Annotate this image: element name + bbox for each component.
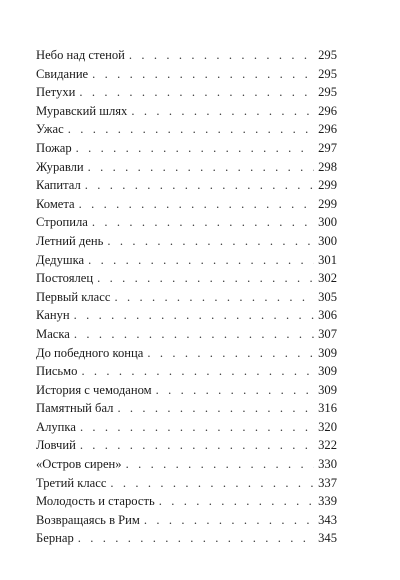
toc-entry: [36, 529, 337, 548]
toc-entry-page: 320: [318, 419, 337, 434]
toc-entry-page: 302: [318, 271, 337, 286]
toc-entry-title: Петухи: [36, 85, 76, 100]
toc-entry-title: Муравский шлях: [36, 103, 128, 118]
dot-leader: [144, 511, 314, 530]
toc-entry-title: Молодость и старость: [36, 494, 155, 509]
dot-leader: [126, 455, 315, 474]
toc-entry-page: 299: [318, 178, 337, 193]
toc-entry-page: 343: [318, 512, 337, 527]
dot-leader: [114, 288, 314, 307]
toc-entry: [36, 213, 337, 232]
toc-entry: [36, 306, 337, 325]
toc-entry-page: 330: [318, 457, 337, 472]
dot-leader: [156, 381, 314, 400]
toc-entry-page: 295: [318, 85, 337, 100]
dot-leader: [129, 46, 314, 65]
dot-leader: [79, 83, 314, 102]
toc-entry: [36, 418, 337, 437]
toc-entry-title: Капитал: [36, 178, 81, 193]
toc-entry-title: Первый класс: [36, 289, 111, 304]
dot-leader: [92, 213, 314, 232]
dot-leader: [107, 232, 314, 251]
toc-entry: [36, 511, 337, 530]
toc-entry-page: 299: [318, 196, 337, 211]
dot-leader: [88, 251, 314, 270]
dot-leader: [117, 399, 314, 418]
dot-leader: [74, 325, 314, 344]
toc-entry-page: 300: [318, 233, 337, 248]
toc-entry-page: 316: [318, 401, 337, 416]
toc-entry-page: 309: [318, 382, 337, 397]
toc-entry-title: Комета: [36, 196, 75, 211]
toc-entry-title: Маска: [36, 326, 70, 341]
toc-entry: [36, 120, 337, 139]
toc-entry-title: Небо над стеной: [36, 48, 125, 62]
toc-entry-title: Бернар: [36, 531, 74, 546]
toc-entry: [36, 362, 337, 381]
toc-entry-title: До победного конца: [36, 345, 144, 360]
toc-entry: [36, 455, 337, 474]
toc-entry: [36, 288, 337, 307]
dot-leader: [110, 474, 314, 493]
toc-entry-title: История с чемоданом: [36, 382, 152, 397]
toc-entry: [36, 139, 337, 158]
toc-entry: [36, 325, 337, 344]
dot-leader: [68, 120, 314, 139]
toc-entry-page: 295: [318, 66, 337, 81]
toc-entry-page: 305: [318, 289, 337, 304]
toc-entry-page: 296: [318, 122, 337, 137]
toc-entry: [36, 269, 337, 288]
toc-entry-title: Свидание: [36, 66, 89, 81]
toc-entry-title: Возвращаясь в Рим: [36, 512, 140, 527]
toc-entry-title: Алупка: [36, 419, 76, 434]
toc-entry-title: Ужас: [36, 122, 64, 137]
toc-entry-page: 296: [318, 103, 337, 118]
toc-entry-title: Ловчий: [36, 438, 76, 453]
dot-leader: [88, 158, 314, 177]
toc-entry: [36, 399, 337, 418]
dot-leader: [131, 102, 314, 121]
toc-entry-page: 306: [318, 308, 337, 323]
toc-entry: [36, 344, 337, 363]
toc-entry: [36, 176, 337, 195]
toc-entry-title: Третий класс: [36, 475, 107, 490]
dot-leader: [80, 436, 314, 455]
toc-entry: [36, 474, 337, 493]
toc-entry-page: 339: [318, 494, 337, 509]
toc-entry: [36, 381, 337, 400]
toc-entry-title: Летний день: [36, 233, 104, 248]
dot-leader: [78, 529, 314, 548]
toc-entry: [36, 46, 337, 65]
toc-entry-title: Канун: [36, 308, 70, 323]
toc-entry-title: Письмо: [36, 364, 78, 379]
dot-leader: [147, 344, 314, 363]
toc-entry-page: 322: [318, 438, 337, 453]
dot-leader: [74, 306, 315, 325]
dot-leader: [81, 362, 314, 381]
toc-entry-page: 337: [318, 475, 337, 490]
dot-leader: [76, 139, 314, 158]
toc-entry: [36, 251, 337, 270]
dot-leader: [97, 269, 314, 288]
toc-entry: [36, 65, 337, 84]
dot-leader: [80, 418, 314, 437]
dot-leader: [159, 492, 314, 511]
toc-entry-title: Дедушка: [36, 252, 85, 267]
dot-leader: [85, 176, 314, 195]
toc-entry-title: Журавли: [36, 159, 84, 174]
toc-entry-page: 298: [318, 159, 337, 174]
toc-entry-page: 297: [318, 140, 337, 155]
table-of-contents: [36, 46, 337, 548]
toc-entry-page: 309: [318, 364, 337, 379]
dot-leader: [79, 195, 314, 214]
toc-entry-page: 300: [318, 215, 337, 230]
toc-entry-title: Памятный бал: [36, 401, 114, 416]
toc-entry-title: Постоялец: [36, 271, 94, 286]
toc-entry: [36, 83, 337, 102]
toc-entry-page: 307: [318, 326, 337, 341]
toc-entry-page: 301: [318, 252, 337, 267]
toc-entry-page: 309: [318, 345, 337, 360]
toc-entry-title: «Остров сирен»: [36, 457, 122, 472]
toc-entry-title: Стропила: [36, 215, 88, 230]
toc-entry: [36, 158, 337, 177]
toc-entry: [36, 232, 337, 251]
toc-entry: [36, 195, 337, 214]
toc-entry-page: 295: [318, 48, 337, 62]
toc-entry-title: Пожар: [36, 140, 72, 155]
toc-entry: [36, 436, 337, 455]
dot-leader: [92, 65, 314, 84]
toc-entry: [36, 492, 337, 511]
toc-entry-page: 345: [318, 531, 337, 546]
toc-entry: [36, 102, 337, 121]
